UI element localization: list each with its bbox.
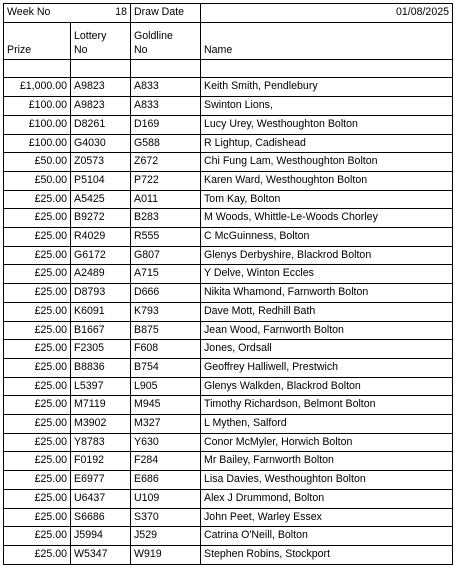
table-row	[4, 115, 453, 134]
prize-cell: £25.00	[4, 228, 71, 247]
lottery-number-cell: Z0573	[71, 153, 131, 172]
prize-cell: £25.00	[4, 302, 71, 321]
table-row	[4, 433, 453, 452]
table-row	[4, 265, 453, 284]
lottery-number-cell: F0192	[71, 452, 131, 471]
table-row	[4, 489, 453, 508]
winner-name-cell: Lisa Davies, Westhoughton Bolton	[201, 471, 453, 490]
table-row	[4, 527, 453, 546]
prize-cell: £25.00	[4, 545, 71, 564]
goldline-number-cell: E686	[131, 471, 201, 490]
goldline-number-cell: P722	[131, 171, 201, 190]
table-row	[4, 545, 453, 564]
table-row	[4, 78, 453, 97]
lottery-number-cell: F2305	[71, 340, 131, 359]
prize-cell: £25.00	[4, 471, 71, 490]
goldline-number-cell: Z672	[131, 153, 201, 172]
prize-cell: £25.00	[4, 396, 71, 415]
winner-name-cell: Tom Kay, Bolton	[201, 190, 453, 209]
lottery-number-cell: Y8783	[71, 433, 131, 452]
goldline-number-cell: K793	[131, 302, 201, 321]
week-label-cell	[4, 4, 71, 23]
winner-name-cell: Glenys Walkden, Blackrod Bolton	[201, 377, 453, 396]
spacer-cell	[131, 59, 201, 78]
goldline-header-line1: Goldline	[134, 29, 173, 42]
prize-cell: £25.00	[4, 246, 71, 265]
name-header-label: Name	[204, 43, 233, 56]
winner-name-cell: Dave Mott, Redhill Bath	[201, 302, 453, 321]
prize-cell: £1,000.00	[4, 78, 71, 97]
draw-date-value-cell	[201, 4, 453, 23]
winner-name-cell: John Peet, Warley Essex	[201, 508, 453, 527]
winner-name-cell: C McGuinness, Bolton	[201, 228, 453, 247]
goldline-number-cell: S370	[131, 508, 201, 527]
goldline-number-cell: M945	[131, 396, 201, 415]
lottery-number-cell: B9272	[71, 209, 131, 228]
goldline-number-cell: G588	[131, 134, 201, 153]
winner-name-cell: Chi Fung Lam, Westhoughton Bolton	[201, 153, 453, 172]
prize-cell: £100.00	[4, 134, 71, 153]
results-table	[3, 3, 453, 565]
table-row	[4, 228, 453, 247]
goldline-number-cell: W919	[131, 545, 201, 564]
prize-cell: £25.00	[4, 377, 71, 396]
winner-name-cell: M Woods, Whittle-Le-Woods Chorley	[201, 209, 453, 228]
lottery-header-line1: Lottery	[74, 29, 107, 42]
winner-name-cell: Lucy Urey, Westhoughton Bolton	[201, 115, 453, 134]
winner-name-cell: Swinton Lions,	[201, 97, 453, 116]
lottery-column-header	[71, 22, 131, 59]
column-header-row	[4, 22, 453, 59]
table-row	[4, 396, 453, 415]
goldline-number-cell: J529	[131, 527, 201, 546]
lottery-number-cell: D8261	[71, 115, 131, 134]
table-row	[4, 415, 453, 434]
table-row	[4, 134, 453, 153]
prize-cell: £100.00	[4, 115, 71, 134]
lottery-number-cell: A2489	[71, 265, 131, 284]
table-row	[4, 358, 453, 377]
prize-cell: £25.00	[4, 265, 71, 284]
goldline-number-cell: G807	[131, 246, 201, 265]
goldline-number-cell: D169	[131, 115, 201, 134]
goldline-number-cell: F608	[131, 340, 201, 359]
winner-name-cell: Keith Smith, Pendlebury	[201, 78, 453, 97]
lottery-number-cell: E6977	[71, 471, 131, 490]
winner-name-cell: Glenys Derbyshire, Blackrod Bolton	[201, 246, 453, 265]
prize-header-label: Prize	[7, 43, 32, 56]
goldline-number-cell: R555	[131, 228, 201, 247]
prize-cell: £25.00	[4, 321, 71, 340]
lottery-number-cell: B8836	[71, 358, 131, 377]
goldline-header-line2: No	[134, 43, 148, 56]
prize-cell: £50.00	[4, 153, 71, 172]
goldline-number-cell: A011	[131, 190, 201, 209]
lottery-number-cell: P5104	[71, 171, 131, 190]
prize-cell: £25.00	[4, 452, 71, 471]
winner-name-cell: L Mythen, Salford	[201, 415, 453, 434]
table-row	[4, 190, 453, 209]
lottery-number-cell: D8793	[71, 284, 131, 303]
prize-cell: £25.00	[4, 190, 71, 209]
lottery-number-cell: B1667	[71, 321, 131, 340]
spacer-row	[4, 59, 453, 78]
table-row	[4, 452, 453, 471]
goldline-number-cell: B875	[131, 321, 201, 340]
table-row	[4, 284, 453, 303]
lottery-number-cell: L5397	[71, 377, 131, 396]
table-row	[4, 153, 453, 172]
prize-cell: £25.00	[4, 433, 71, 452]
draw-date-label: Draw Date	[134, 6, 185, 18]
name-column-header	[201, 22, 453, 59]
winner-name-cell: Nikita Whamond, Farnworth Bolton	[201, 284, 453, 303]
lottery-number-cell: W5347	[71, 545, 131, 564]
table-row	[4, 471, 453, 490]
prize-cell: £25.00	[4, 284, 71, 303]
prize-cell: £25.00	[4, 527, 71, 546]
table-row	[4, 209, 453, 228]
winner-name-cell: Alex J Drummond, Bolton	[201, 489, 453, 508]
goldline-number-cell: D666	[131, 284, 201, 303]
prize-cell: £25.00	[4, 489, 71, 508]
week-label: Week No	[7, 6, 51, 18]
winner-name-cell: Jean Wood, Farnworth Bolton	[201, 321, 453, 340]
spacer-cell	[71, 59, 131, 78]
lottery-number-cell: J5994	[71, 527, 131, 546]
goldline-column-header	[131, 22, 201, 59]
lottery-number-cell: A9823	[71, 78, 131, 97]
header-row	[4, 4, 453, 23]
spacer-cell	[201, 59, 453, 78]
goldline-number-cell: F284	[131, 452, 201, 471]
lottery-number-cell: A9823	[71, 97, 131, 116]
table-row	[4, 171, 453, 190]
goldline-number-cell: Y630	[131, 433, 201, 452]
lottery-number-cell: S6686	[71, 508, 131, 527]
goldline-number-cell: B283	[131, 209, 201, 228]
lottery-number-cell: M3902	[71, 415, 131, 434]
winner-name-cell: R Lightup, Cadishead	[201, 134, 453, 153]
goldline-number-cell: M327	[131, 415, 201, 434]
prize-cell: £25.00	[4, 415, 71, 434]
goldline-number-cell: A833	[131, 78, 201, 97]
goldline-number-cell: U109	[131, 489, 201, 508]
lottery-number-cell: G6172	[71, 246, 131, 265]
lottery-number-cell: K6091	[71, 302, 131, 321]
goldline-number-cell: B754	[131, 358, 201, 377]
lottery-number-cell: M7119	[71, 396, 131, 415]
winner-name-cell: Karen Ward, Westhoughton Bolton	[201, 171, 453, 190]
draw-date-label-cell	[131, 4, 201, 23]
goldline-number-cell: A833	[131, 97, 201, 116]
winner-name-cell: Y Delve, Winton Eccles	[201, 265, 453, 284]
winner-name-cell: Jones, Ordsall	[201, 340, 453, 359]
lottery-header-line2: No	[74, 43, 88, 56]
prize-cell: £25.00	[4, 340, 71, 359]
prize-cell: £100.00	[4, 97, 71, 116]
week-value: 18	[115, 6, 127, 18]
lottery-number-cell: G4030	[71, 134, 131, 153]
goldline-number-cell: L905	[131, 377, 201, 396]
prize-cell: £50.00	[4, 171, 71, 190]
draw-date-value: 01/08/2025	[395, 6, 449, 18]
prize-cell: £25.00	[4, 358, 71, 377]
winner-name-cell: Geoffrey Halliwell, Prestwich	[201, 358, 453, 377]
table-row	[4, 97, 453, 116]
prize-cell: £25.00	[4, 508, 71, 527]
lottery-number-cell: R4029	[71, 228, 131, 247]
table-row	[4, 302, 453, 321]
lottery-number-cell: A5425	[71, 190, 131, 209]
spacer-cell	[4, 59, 71, 78]
week-value-cell	[71, 4, 131, 23]
winner-name-cell: Timothy Richardson, Belmont Bolton	[201, 396, 453, 415]
prize-cell: £25.00	[4, 209, 71, 228]
table-row	[4, 377, 453, 396]
lottery-number-cell: U6437	[71, 489, 131, 508]
winner-name-cell: Catrina O'Neill, Bolton	[201, 527, 453, 546]
table-row	[4, 340, 453, 359]
table-row	[4, 321, 453, 340]
winner-name-cell: Stephen Robins, Stockport	[201, 545, 453, 564]
winner-name-cell: Mr Bailey, Farnworth Bolton	[201, 452, 453, 471]
table-row	[4, 508, 453, 527]
table-row	[4, 246, 453, 265]
prize-column-header	[4, 22, 71, 59]
winner-name-cell: Conor McMyler, Horwich Bolton	[201, 433, 453, 452]
goldline-number-cell: A715	[131, 265, 201, 284]
